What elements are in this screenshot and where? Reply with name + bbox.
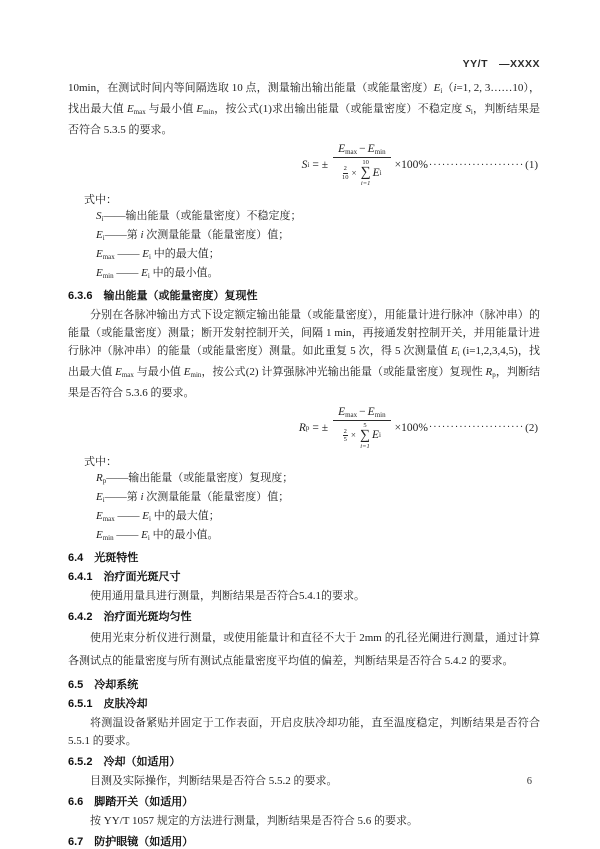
var-e: E — [372, 166, 380, 179]
minus-sign: − — [359, 405, 366, 418]
formula-1-lhs: S — [301, 159, 308, 172]
doc-code: YY/T —XXXX — [462, 58, 540, 70]
definitions-label: 式中： — [84, 456, 117, 468]
fraction-numerator — [333, 143, 391, 158]
mini-frac-numerator: 2 — [343, 427, 347, 435]
formula-2-body — [299, 406, 428, 451]
var-e-min: E — [367, 143, 375, 155]
definition-item: $E_{max}$ —— $E_i$ 中的最大值； — [96, 510, 220, 523]
var-e-max: E — [338, 143, 346, 155]
formula-1 — [68, 143, 538, 188]
definition-item: $R_p——$输出能量（或能量密度）复现度； — [96, 472, 294, 485]
dot-leader: ······················ — [428, 159, 525, 171]
fraction-denominator — [342, 158, 382, 187]
definition-item: $E_i——$第 i 次测量能量（能量密度）值； — [96, 491, 290, 504]
formula-1-lhs-sub: i — [307, 161, 310, 170]
sub-min: min — [374, 410, 386, 419]
sub-i: i — [379, 168, 382, 177]
definition-item: $E_i——$第 i 次测量能量（能量密度）值； — [96, 228, 290, 242]
var-e-max: E — [338, 405, 346, 418]
definitions-1 — [68, 192, 540, 284]
section-heading-6-4-2: 6.4.2 治疗面光斑均匀性 — [68, 611, 192, 623]
fraction — [333, 406, 391, 451]
mini-frac-numerator: 2 — [343, 165, 347, 173]
sum-upper-limit: 10 — [362, 159, 369, 167]
formula-2 — [68, 406, 538, 451]
section-heading-6-4-1: 6.4.1 治疗面光斑尺寸 — [68, 571, 181, 583]
section-heading-6-5-2: 6.5.2 冷却（如适用） — [68, 756, 181, 768]
sum-lower-limit: i=1 — [360, 180, 371, 188]
sub-max: max — [345, 148, 358, 157]
formula-2-number: (2) — [525, 421, 538, 434]
section-paragraph-6-4-1: 使用通用量具进行测量，判断结果是否符合5.4.1的要求。 — [90, 590, 365, 602]
formula-2-lhs-sub: p — [305, 423, 310, 432]
section-paragraph-6-5-2: 目测及实际操作，判断结果是否符合 5.5.2 的要求。 — [90, 775, 338, 787]
equals-sign: = ± — [312, 421, 329, 434]
section-paragraph-6-4-2: 使用光束分析仪进行测量，或使用能量计和直径不大于 2mm 的孔径光阑进行测量，通过计算各测试点的能量密度与所有测试点能量密度平均值的偏差，判断结果是否符合 5.4.2 的要求。 — [68, 632, 540, 667]
section-paragraph-6-5-1: 将测温设备紧贴并固定于工作表面，开启皮肤冷却功能，直至温度稳定，判断结果是否符合 5.5.1 的要求。 — [68, 717, 540, 747]
definition-item: $E_{min}$ —— $E_i$ 中的最小值。 — [96, 266, 219, 280]
section-paragraph-6-3-6: 分别在各脉冲输出方式下设定额定输出能量（或能量密度），用能量计进行脉冲（脉冲串）的能量（或能量密度）测量；断开发射控制开关，间隔 1 min，再接通发射控制开关，并用能量计进行脉冲（脉冲串）的能量（或能量密度）测量。如此重复 5 次，得 5 次测量值 $E_i$ (i=1,2,3,4,5)，找出最大值 $E_{max}$ 与最小值 $E_{min}$，按公式(2) 计算强脉冲光输出能量（或能量密度）复现性 $R_p$，判断结果是否符合 5.3.6 的要求。 — [68, 308, 541, 399]
definition-item: $E_{min}$ —— $E_i$ 中的最小值。 — [96, 529, 219, 542]
intro-paragraph: 10min，在测试时间内等间隔选取 10 点，测量输出输出能量（或能量密度）$E_i(i=1$, 2, 3……10），找出最大值 $E_{max}$ 与最小值 $E_{min}$，按公式(1)求出输出能量（或能量密度）不稳定度 $S_i$，判断结果是否符合 5.3.5 的要求。 — [68, 82, 541, 136]
percent-term: ×100% — [394, 421, 428, 434]
var-e-min: E — [367, 405, 375, 418]
sum-upper-limit: 5 — [363, 421, 367, 429]
formula-2-lhs: R — [298, 421, 306, 434]
fraction-numerator — [333, 406, 391, 421]
page-number: 6 — [526, 776, 532, 787]
definitions-label: 式中： — [84, 193, 117, 206]
section-heading-6-6: 6.6 脚踏开关（如适用） — [68, 796, 194, 808]
percent-term: ×100% — [394, 159, 428, 172]
fraction — [333, 143, 391, 188]
section-heading-6-5-1: 6.5.1 皮肤冷却 — [68, 698, 148, 710]
mini-fraction — [342, 165, 349, 181]
var-e: E — [371, 429, 380, 442]
times-sign: × — [350, 430, 356, 441]
mini-fraction — [343, 428, 348, 444]
mini-frac-denominator: 10 — [342, 173, 349, 181]
summation — [360, 422, 370, 450]
sub-i: i — [379, 431, 381, 440]
sub-min: min — [374, 148, 386, 157]
definitions-2 — [68, 454, 540, 546]
summation — [361, 159, 371, 187]
times-sign: × — [351, 167, 357, 178]
section-heading-6-3-6: 6.3.6 输出能量（或能量密度）复现性 — [68, 289, 258, 302]
sigma-symbol: ∑ — [360, 427, 370, 443]
section-heading-6-7: 6.7 防护眼镜（如适用） — [68, 836, 194, 848]
equals-sign: = ± — [312, 159, 329, 172]
mini-frac-denominator: 5 — [343, 436, 347, 444]
definition-item: $E_{max}$ —— $E_i$ 中的最大值； — [96, 247, 220, 261]
sigma-symbol: ∑ — [360, 165, 371, 181]
section-heading-6-5: 6.5 冷却系统 — [68, 679, 139, 691]
fraction-denominator — [343, 421, 381, 450]
document-header — [68, 56, 540, 69]
sub-max: max — [345, 410, 358, 419]
sum-lower-limit: i=1 — [360, 442, 370, 450]
minus-sign: − — [359, 143, 366, 155]
section-heading-6-4: 6.4 光斑特性 — [68, 552, 139, 564]
definition-item: $S_i——$输出能量（或能量密度）不稳定度； — [96, 209, 302, 223]
section-paragraph-6-6: 按 YY/T 1057 规定的方法进行测量，判断结果是否符合 5.6 的要求。 — [90, 815, 418, 827]
formula-1-number: (1) — [525, 159, 538, 172]
dot-leader: ······················ — [428, 422, 525, 434]
formula-1-body — [302, 143, 428, 188]
